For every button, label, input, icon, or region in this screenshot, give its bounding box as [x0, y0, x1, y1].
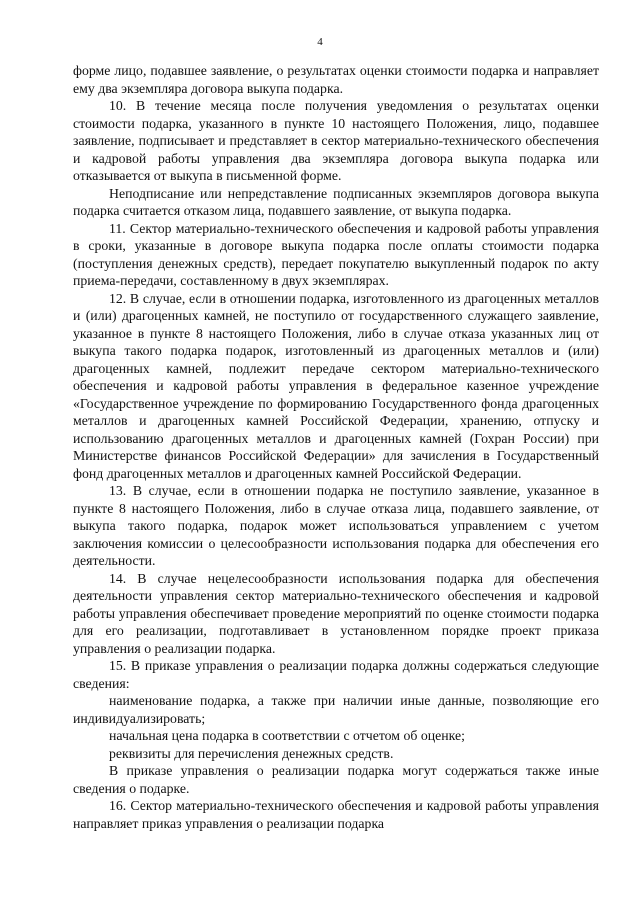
paragraph-item-12: 12. В случае, если в отношении подарка, изготовленного из драгоценных металлов и (или) драгоценных камней, не поступило от государственного служащего заявление, указанное в пункте 8 настоящего Положения, либо в случае отказа указанных лиц от выкупа такого подарка подарок, изготовленный из драгоценных металлов и (или) драгоценных камней, подлежит передаче сектором материально-технического обеспечения и кадровой работы управления в федеральное казенное учреждение «Государственное учреждение по формированию Государственного фонда драгоценных металлов и драгоценных камней Российской Федерации, хранению, отпуску и использованию драгоценных металлов и драгоценных камней (Гохран России) при Министерстве финансов Российской Федерации» для зачисления в Государственный фонд драгоценных металлов и драгоценных камней Российской Федерации. [73, 290, 599, 481]
paragraph-item-15: 15. В приказе управления о реализации подарка должны содержаться следующие сведения: [73, 658, 599, 691]
paragraph-item-13: 13. В случае, если в отношении подарка не поступило заявление, указанное в пункте 8 настоящего Положения, либо в случае отказа лица, подавшего заявление, от выкупа такого подарка, подарок может использоваться управлением с учетом заключения комиссии о целесообразности использования подарка для обеспечения его деятельности. [73, 483, 599, 568]
paragraph-continuation: форме лицо, подавшее заявление, о результатах оценки стоимости подарка и направляет ему два экземпляра договора выкупа подарка. [73, 63, 599, 96]
paragraph-item-10: 10. В течение месяца после получения уведомления о результатах оценки стоимости подарка, указанного в пункте 10 настоящего Положения, лицо, подавшее заявление, подписывает и представляет в сектор материально-технического обеспечения и кадровой работы управления два экземпляра договора выкупа подарка или отказывается от выкупа в письменной форме. [73, 98, 599, 183]
paragraph-list-price: начальная цена подарка в соответствии с отчетом об оценке; [109, 728, 465, 743]
document-body [73, 62, 599, 832]
paragraph-refusal-note: Неподписание или непредставление подписанных экземпляров договора выкупа подарка считается отказом лица, подавшего заявление, от выкупа подарка. [73, 185, 599, 218]
paragraph-item-11: 11. Сектор материально-технического обеспечения и кадровой работы управления в сроки, указанные в договоре выкупа подарка после оплаты стоимости подарка (поступления денежных средств), передает покупателю выкупленный подарок по акту приема-передачи, составленному в двух экземплярах. [73, 220, 599, 288]
page-number: 4 [317, 36, 323, 48]
paragraph-item-16: 16. Сектор материально-технического обеспечения и кадровой работы управления направляет приказ управления о реализации подарка [73, 798, 599, 831]
paragraph-list-requisites: реквизиты для перечисления денежных средств. [109, 745, 394, 761]
paragraph-list-name: наименование подарка, а также при наличии иные данные, позволяющие его индивидуализировать; [73, 693, 599, 726]
paragraph-item-14: 14. В случае нецелесообразности использования подарка для обеспечения деятельности управления сектор материально-технического обеспечения и кадровой работы управления обеспечивает проведение мероприятий по оценке стоимости подарка для его реализации, подготавливает в установленном порядке проект приказа управления о реализации подарка. [73, 570, 599, 656]
paragraph-extra-info: В приказе управления о реализации подарка могут содержаться также иные сведения о подарке. [73, 763, 599, 796]
